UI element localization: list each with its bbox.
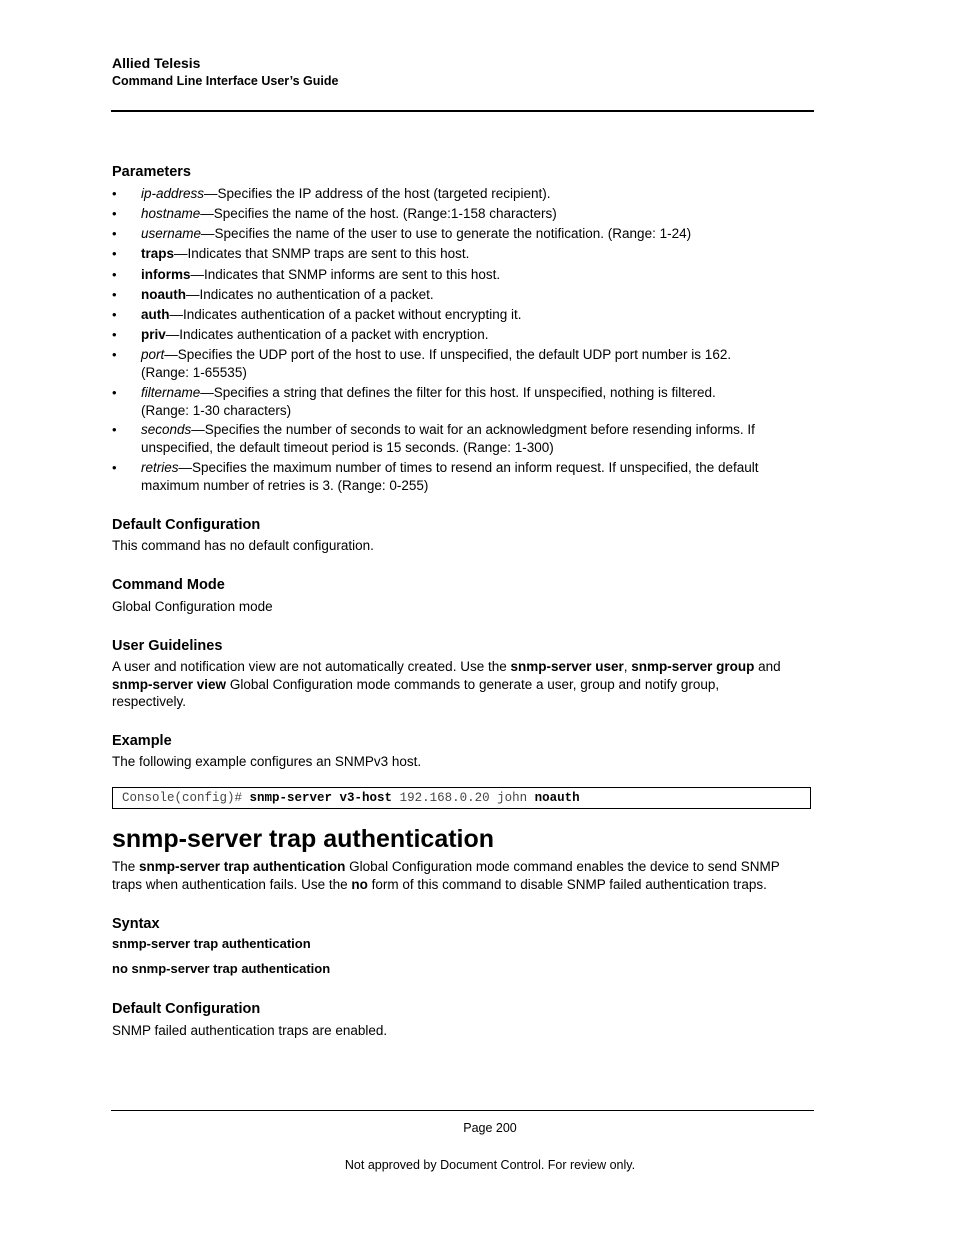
parameter-term: seconds: [141, 422, 192, 437]
default-config-text: This command has no default configuration.: [112, 538, 374, 553]
parameter-desc: —Specifies a string that defines the filter for this host. If unspecified, nothing is filtered.: [200, 385, 716, 400]
command-ref: no: [351, 876, 368, 892]
parameter-desc-cont: (Range: 1-65535): [141, 364, 247, 380]
code-example: [112, 787, 811, 809]
parameter-desc-cont: (Range: 1-30 characters): [141, 402, 292, 418]
parameter-desc: —Indicates that SNMP traps are sent to this host.: [174, 246, 470, 261]
command-ref: snmp-server trap authentication: [139, 859, 346, 874]
default-config-heading: Default Configuration: [112, 517, 261, 533]
example-text: The following example configures an SNMPv3 host.: [112, 754, 422, 769]
syntax-line: snmp-server trap authentication: [112, 936, 311, 951]
parameter-term: ip-address: [141, 186, 205, 201]
parameter-desc: —Specifies the UDP port of the host to use. If unspecified, the default UDP port number is 162.: [164, 347, 732, 362]
footer-divider: [111, 1110, 814, 1111]
user-guidelines-text: [112, 658, 812, 711]
bullet-icon: •: [112, 327, 117, 342]
parameter-term: noauth: [141, 287, 186, 302]
bullet-icon: •: [112, 246, 117, 261]
parameter-desc: —Indicates authentication of a packet without encrypting it.: [169, 307, 522, 322]
parameter-term: traps: [141, 246, 175, 261]
bullet-icon: •: [112, 307, 117, 322]
syntax-line-no: no snmp-server trap authentication: [112, 961, 331, 976]
parameter-desc: —Indicates that SNMP informs are sent to this host.: [190, 267, 501, 282]
guide-title: Command Line Interface User’s Guide: [112, 74, 339, 88]
text-run: Global Configuration mode commands to generate a user, group and notify group,: [226, 676, 720, 692]
command-ref: snmp-server user: [510, 659, 624, 674]
parameter-term: informs: [141, 267, 191, 282]
default-config-text-2: SNMP failed authentication traps are enabled.: [112, 1023, 388, 1038]
code-line: [122, 791, 580, 805]
parameter-term: filtername: [141, 385, 201, 400]
user-guidelines-heading: User Guidelines: [112, 638, 223, 654]
code-prompt: Console(config)#: [122, 791, 250, 805]
review-note: Not approved by Document Control. For review only.: [344, 1158, 636, 1172]
text-run: ,: [623, 659, 632, 674]
parameter-term: hostname: [141, 206, 201, 221]
command-mode-heading: Command Mode: [112, 577, 225, 593]
text-run: respectively.: [112, 694, 187, 709]
parameters-heading: Parameters: [112, 164, 191, 180]
parameter-desc: —Specifies the IP address of the host (targeted recipient).: [204, 186, 551, 201]
bullet-icon: •: [112, 422, 117, 437]
parameter-desc-cont: unspecified, the default timeout period is 15 seconds. (Range: 1-300): [141, 439, 554, 455]
code-command: snmp-server v3-host: [249, 791, 393, 805]
parameter-desc: —Specifies the number of seconds to wait for an acknowledgment before resending informs. If: [191, 422, 755, 437]
example-heading: Example: [112, 733, 172, 749]
text-run: traps when authentication fails. Use the: [112, 876, 352, 892]
bullet-icon: •: [112, 226, 117, 241]
text-run: Global Configuration mode command enables the device to send SNMP: [345, 859, 780, 874]
bullet-icon: •: [112, 186, 117, 201]
page-number: Page 200: [463, 1121, 517, 1135]
parameter-desc-cont: maximum number of retries is 3. (Range: 0-255): [141, 477, 429, 493]
parameter-term: retries: [141, 460, 179, 475]
parameter-term: auth: [141, 307, 170, 322]
command-intro: [112, 858, 812, 893]
bullet-icon: •: [112, 385, 117, 400]
command-title: snmp-server trap authentication: [112, 825, 495, 853]
bullet-icon: •: [112, 347, 117, 362]
text-run: A user and notification view are not automatically created. Use the: [112, 659, 511, 674]
code-option: noauth: [534, 791, 580, 805]
bullet-icon: •: [112, 206, 117, 221]
text-run: The: [112, 859, 140, 874]
code-args: 192.168.0.20 john: [392, 791, 535, 805]
parameter-desc: —Specifies the name of the user to use to generate the notification. (Range: 1-24): [201, 226, 692, 241]
parameter-term: port: [141, 347, 165, 362]
parameter-desc: —Indicates no authentication of a packet.: [186, 287, 434, 302]
syntax-heading: Syntax: [112, 916, 160, 932]
command-mode-text: Global Configuration mode: [112, 599, 273, 614]
parameter-desc: —Specifies the maximum number of times to resend an inform request. If unspecified, the default: [178, 460, 759, 475]
bullet-icon: •: [112, 267, 117, 282]
command-ref: snmp-server group: [631, 659, 755, 674]
parameter-desc: —Specifies the name of the host. (Range:1-158 characters): [200, 206, 557, 221]
parameter-term: priv: [141, 327, 166, 342]
parameter-desc: —Indicates authentication of a packet with encryption.: [165, 327, 489, 342]
text-run: form of this command to disable SNMP failed authentication traps.: [367, 876, 767, 892]
bullet-icon: •: [112, 460, 117, 475]
header-divider: [111, 110, 814, 112]
text-run: and: [754, 659, 781, 674]
company-name: Allied Telesis: [112, 55, 201, 71]
default-config-heading-2: Default Configuration: [112, 1001, 261, 1017]
parameter-term: username: [141, 226, 202, 241]
command-ref: snmp-server view: [112, 676, 227, 692]
bullet-icon: •: [112, 287, 117, 302]
